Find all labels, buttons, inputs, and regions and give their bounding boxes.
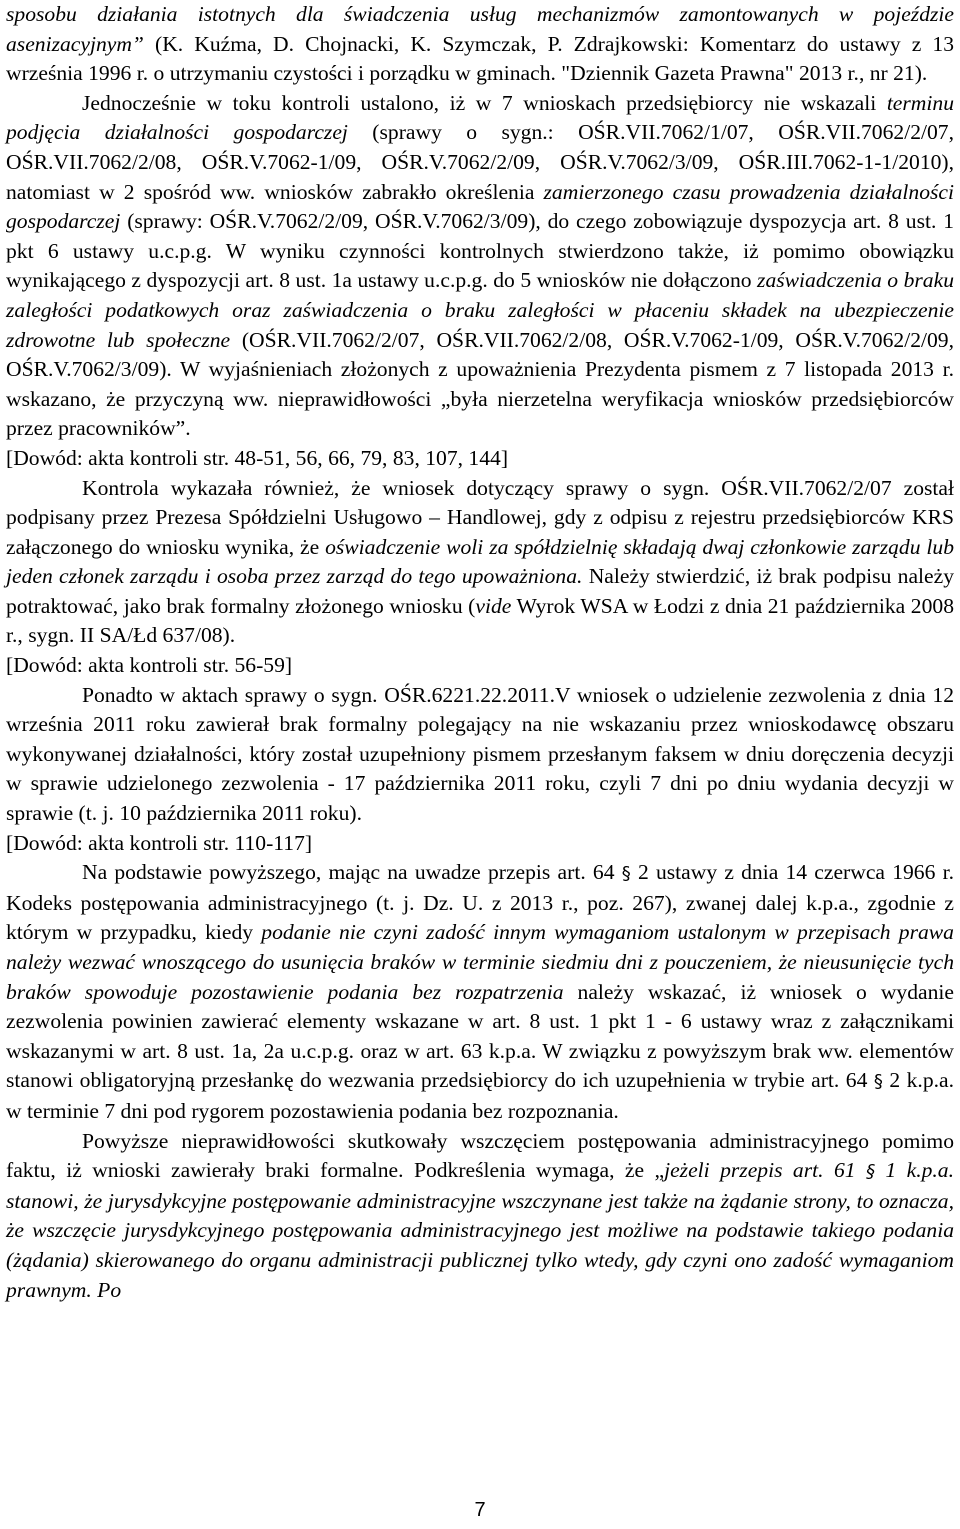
evidence-citation: [Dowód: akta kontroli str. 48-51, 56, 66, 79, 83, 107, 144] xyxy=(6,445,509,470)
evidence-citation: [Dowód: akta kontroli str. 110-117] xyxy=(6,830,313,855)
section-sign-icon: § xyxy=(873,1071,883,1093)
text-run: Jednocześnie w toku kontroli ustalono, iż w 7 wnioskach przedsiębiorcy nie wskazali xyxy=(82,90,887,115)
paragraph-legal-basis xyxy=(6,858,954,1126)
text-run: Na podstawie powyższego, mając na uwadze przepis art. 64 xyxy=(82,860,622,885)
paragraph-consequences xyxy=(6,1127,954,1306)
text-run: Powyższe nieprawidłowości skutkowały wszczęciem postępowania administracyjnego pomimo faktu, iż wnioski zawierały braki formalne. Podkreślenia wymaga, że „ xyxy=(6,1128,954,1183)
italic-run: vide xyxy=(475,593,512,618)
text-run: (sprawy o sygn.: OŚR.VII.7062/1/07, OŚR.VII.7062/2/07, OŚR.VII.7062/2/08, OŚR.V.7062-1/09, OŚR.V.7062/2/09, OŚR.V.7062/3/09, OŚR.III.7062-1-1/2010), natomiast w 2 spośród ww. wniosków zabrakło określenia xyxy=(6,120,954,204)
text-run: Kontrola wykazała również, że wniosek dotyczący sprawy o sygn. OŚR.VII.7062/2/07 został podpisany przez Prezesa Spółdzielni Usługowo – Handlowej, gdy z odpisu z rejestru przedsiębiorców KRS załączonego do wniosku wynika, że xyxy=(6,475,954,559)
text-run: 2 k.p.a. w terminie 7 dni pod rygorem pozostawienia podania bez rozpoznania. xyxy=(6,1068,954,1123)
page-number: 7 xyxy=(474,1499,486,1521)
italic-run: 1 k.p.a. stanowi, że jurysdykcyjne postępowanie administracyjne wszczynane jest także na żądanie strony, to oznacza, że wszczęcie jurysdykcyjnego postępowania administracyjnego jest możliwe na podstawie takiego podania (żądania) skierowanego do organu administracji publicznej tylko wtedy, gdy czyni ono zadość wymaganiom prawnym. Po xyxy=(6,1158,955,1302)
paragraph-citation-continuation xyxy=(6,0,954,89)
paragraph-application-deficiencies xyxy=(6,89,954,444)
text-run: Wyrok WSA w Łodzi z dnia 21 października 2008 r., sygn. II SA/Łd 637/08). xyxy=(6,593,954,648)
text-run: należy wskazać, iż wniosek o wydanie zezwolenia powinien zawierać elementy wskazane w art. 8 ust. 1 pkt 1 - 6 ustawy wraz z załącznikami wskazanymi w art. 8 ust. 1a, 2a u.c.p.g. oraz w art. 63 k.p.a. W związku z powyższym brak ww. elementów stanowi obligatoryjną przesłankę do wezwania przedsiębiorcy do ich uzupełnienia w trybie art. 64 xyxy=(6,979,954,1093)
quote-text: sposobu działania istotnych dla świadczenia usług mechanizmów zamontowanych w pojeździe asenizacyjnym” xyxy=(6,2,954,56)
citation-source: (K. Kuźma, D. Chojnacki, K. Szymczak, P. Zdrajkowski: Komentarz do ustawy z 13 września 1996 r. o utrzymaniu czystości i porządku w gminach. "Dziennik Gazeta Prawna" 2013 r., nr 21). xyxy=(6,31,954,86)
paragraph-fax-supplement: Ponadto w aktach sprawy o sygn. OŚR.6221.22.2011.V wniosek o udzielenie zezwolenia z dnia 12 września 2011 roku zawierał brak formalny polegający na nie wskazaniu przez wnioskodawcę obszaru wykonywanej działalności, który został uzupełniony pismem przesłanym faksem w dniu doręczenia decyzji w sprawie udzielonego zezwolenia - 17 października 2011 roku, czyli 7 dni po dniu wydania decyzji w sprawie (t. j. 10 października 2011 roku). xyxy=(6,682,954,826)
text-run: (OŚR.VII.7062/2/07, OŚR.VII.7062/2/08, OŚR.V.7062-1/09, OŚR.V.7062/2/09, OŚR.V.7062/3/09). W wyjaśnieniach złożonych z upoważnienia Prezydenta pismem z 7 listopada 2013 r. wskazano, że przyczyną ww. nieprawidłowości „była nierzetelna weryfikacja wniosków przedsiębiorców przez pracowników”. xyxy=(6,327,954,441)
document-page xyxy=(6,0,954,1305)
italic-run: jeżeli przepis art. 61 xyxy=(664,1158,866,1183)
italic-run: oświadczenie woli za spółdzielnię składają dwaj członkowie zarządu lub jeden członek zarządu i osoba przez zarząd do tego upoważniona. xyxy=(6,534,954,589)
italic-run: terminu podjęcia działalności gospodarczej xyxy=(6,90,954,145)
italic-run: zamierzonego czasu prowadzenia działalności gospodarczej xyxy=(6,179,954,234)
section-sign-icon: § xyxy=(865,1161,875,1183)
italic-run: zaświadczenia o braku zaległości podatkowych oraz zaświadczenia o braku zaległości w płaceniu składek na ubezpieczenie zdrowotne lub społeczne xyxy=(6,268,954,352)
text-run: Należy stwierdzić, iż brak podpisu należy potraktować, jako brak formalny złożonego wniosku ( xyxy=(6,564,954,618)
text-run: 2 ustawy z dnia 14 czerwca 1966 r. Kodeks postępowania administracyjnego (t. j. Dz. U. z 2013 r., poz. 267), zwanej dalej k.p.a., zgodnie z którym w przypadku, kiedy xyxy=(6,860,955,945)
section-sign-icon: § xyxy=(621,863,631,885)
paragraph-signature-issue xyxy=(6,474,954,652)
italic-run: podanie nie czyni zadość innym wymaganiom ustalonym w przepisach prawa należy wezwać wnoszącego do usunięcia braków w terminie siedmiu dni z pouczeniem, że nieusunięcie tych braków spowoduje pozostawienie podania bez rozpatrzenia xyxy=(6,920,954,1004)
text-run: (sprawy: OŚR.V.7062/2/09, OŚR.V.7062/3/09), do czego zobowiązuje dyspozycja art. 8 ust. 1 pkt 6 ustawy u.c.p.g. W wyniku czynności kontrolnych stwierdzono także, iż pomimo obowiązku wynikającego z dyspozycji art. 8 ust. 1a ustawy u.c.p.g. do 5 wniosków nie dołączono xyxy=(6,209,954,293)
evidence-citation: [Dowód: akta kontroli str. 56-59] xyxy=(6,653,293,678)
